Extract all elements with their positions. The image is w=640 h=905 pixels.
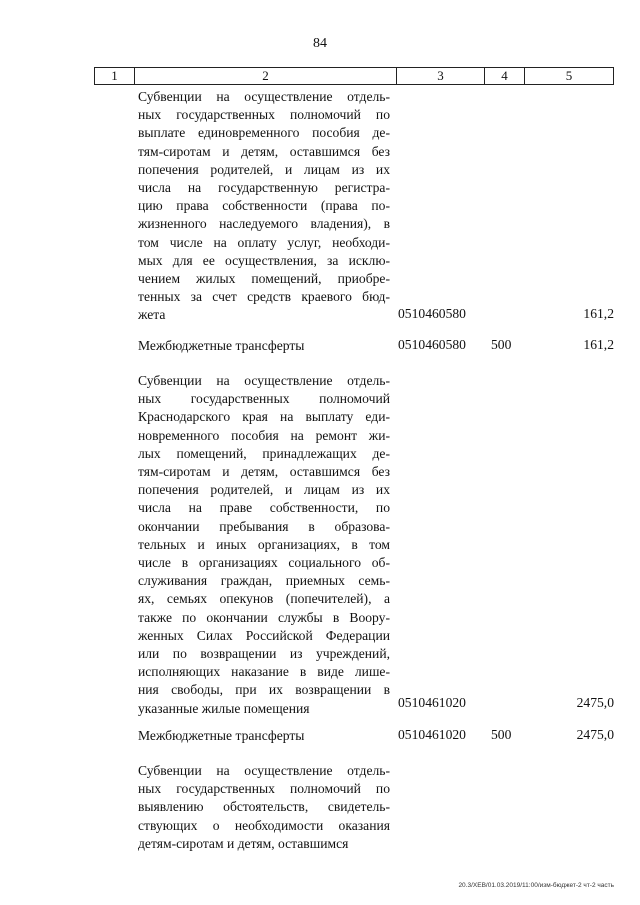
row-sum: 2475,0 bbox=[576, 727, 614, 742]
column-header-3: 3 bbox=[397, 68, 485, 84]
row-description bbox=[138, 727, 390, 745]
row-description bbox=[138, 762, 390, 853]
row-sum: 161,2 bbox=[583, 306, 614, 321]
description-line: выявлению обстоятельств, свидетель- bbox=[138, 799, 390, 815]
description-line: детям-сиротам и детям, оставшимся bbox=[138, 835, 349, 851]
column-header-row bbox=[94, 67, 614, 85]
row-type: 500 bbox=[491, 727, 512, 742]
page-number: 84 bbox=[313, 36, 327, 51]
description-line: ных государственных полномочий по bbox=[138, 781, 390, 797]
row-code: 0510461020 bbox=[398, 727, 466, 742]
row-sum: 161,2 bbox=[583, 337, 614, 352]
description-line: цию права собственности (права по- bbox=[138, 198, 390, 214]
description-line: лых помещений, принадлежащих де- bbox=[138, 445, 390, 461]
row-description bbox=[138, 372, 390, 718]
description-line: выплате единовременного пособия де- bbox=[138, 125, 390, 141]
row-sum: 2475,0 bbox=[576, 695, 614, 710]
description-line: новременного пособия на ремонт жи- bbox=[138, 427, 390, 443]
row-description bbox=[138, 337, 390, 355]
footer-note: 20.3/ХЕВ/01.03.2019/11:00/изм-бюджет-2 чт-2 часть bbox=[458, 882, 614, 889]
description-line: ствующих о необходимости оказания bbox=[138, 817, 390, 833]
description-line: также по окончании службы в Воору- bbox=[138, 609, 390, 625]
description-line: жизненного наследуемого владения), в bbox=[138, 216, 390, 232]
description-line: тельных и иных организациях, в том bbox=[138, 536, 390, 552]
description-line: Субвенции на осуществление отдель- bbox=[138, 89, 390, 104]
description-line: числа на государственную регистра- bbox=[138, 180, 390, 196]
column-header-4: 4 bbox=[485, 68, 525, 84]
description-line: жета bbox=[138, 307, 166, 323]
description-line: ях, семьях опекунов (попечителей), а bbox=[138, 591, 390, 607]
row-code: 0510461020 bbox=[398, 695, 466, 710]
description-line: тям-сиротам и детям, оставшимся без bbox=[138, 143, 390, 159]
row-code: 0510460580 bbox=[398, 306, 466, 321]
description-line: ния свободы, при их возвращении в bbox=[138, 682, 390, 698]
column-header-2: 2 bbox=[135, 68, 397, 84]
description-line: тям-сиротам и детям, оставшимся без bbox=[138, 464, 390, 480]
description-line: попечения родителей, и лицам из их bbox=[138, 161, 390, 177]
description-line: Субвенции на осуществление отдель- bbox=[138, 763, 390, 778]
column-header-1: 1 bbox=[95, 68, 135, 84]
description-line: чением жилых помещений, приобре- bbox=[138, 271, 390, 287]
description-line: окончании пребывания в образова- bbox=[138, 518, 390, 534]
description-line: Субвенции на осуществление отдель- bbox=[138, 373, 390, 388]
description-line: указанные жилые помещения bbox=[138, 700, 310, 716]
row-code: 0510460580 bbox=[398, 337, 466, 352]
description-line: или по возвращении из учреждений, bbox=[138, 646, 390, 662]
description-line: Межбюджетные трансферты bbox=[138, 728, 305, 743]
description-line: ных государственных полномочий bbox=[138, 391, 390, 407]
description-line: Межбюджетные трансферты bbox=[138, 338, 305, 353]
description-line: том числе на оплату услуг, необходи- bbox=[138, 234, 390, 250]
description-line: попечения родителей, и лицам из их bbox=[138, 482, 390, 498]
row-type: 500 bbox=[491, 337, 512, 352]
description-line: ных государственных полномочий по bbox=[138, 107, 390, 123]
description-line: мых для ее осуществления, за исклю- bbox=[138, 252, 390, 268]
description-line: служивания граждан, приемных семь- bbox=[138, 573, 390, 589]
description-line: числа на праве собственности, по bbox=[138, 500, 390, 516]
description-line: Краснодарского края на выплату еди- bbox=[138, 409, 390, 425]
column-header-5: 5 bbox=[565, 68, 573, 83]
description-line: женных Силах Российской Федерации bbox=[138, 627, 390, 643]
row-description bbox=[138, 88, 390, 325]
description-line: числе в организациях социального об- bbox=[138, 555, 390, 571]
description-line: тенных за счет средств краевого бюд- bbox=[138, 289, 390, 305]
description-line: исполняющих наказание в виде лише- bbox=[138, 664, 390, 680]
